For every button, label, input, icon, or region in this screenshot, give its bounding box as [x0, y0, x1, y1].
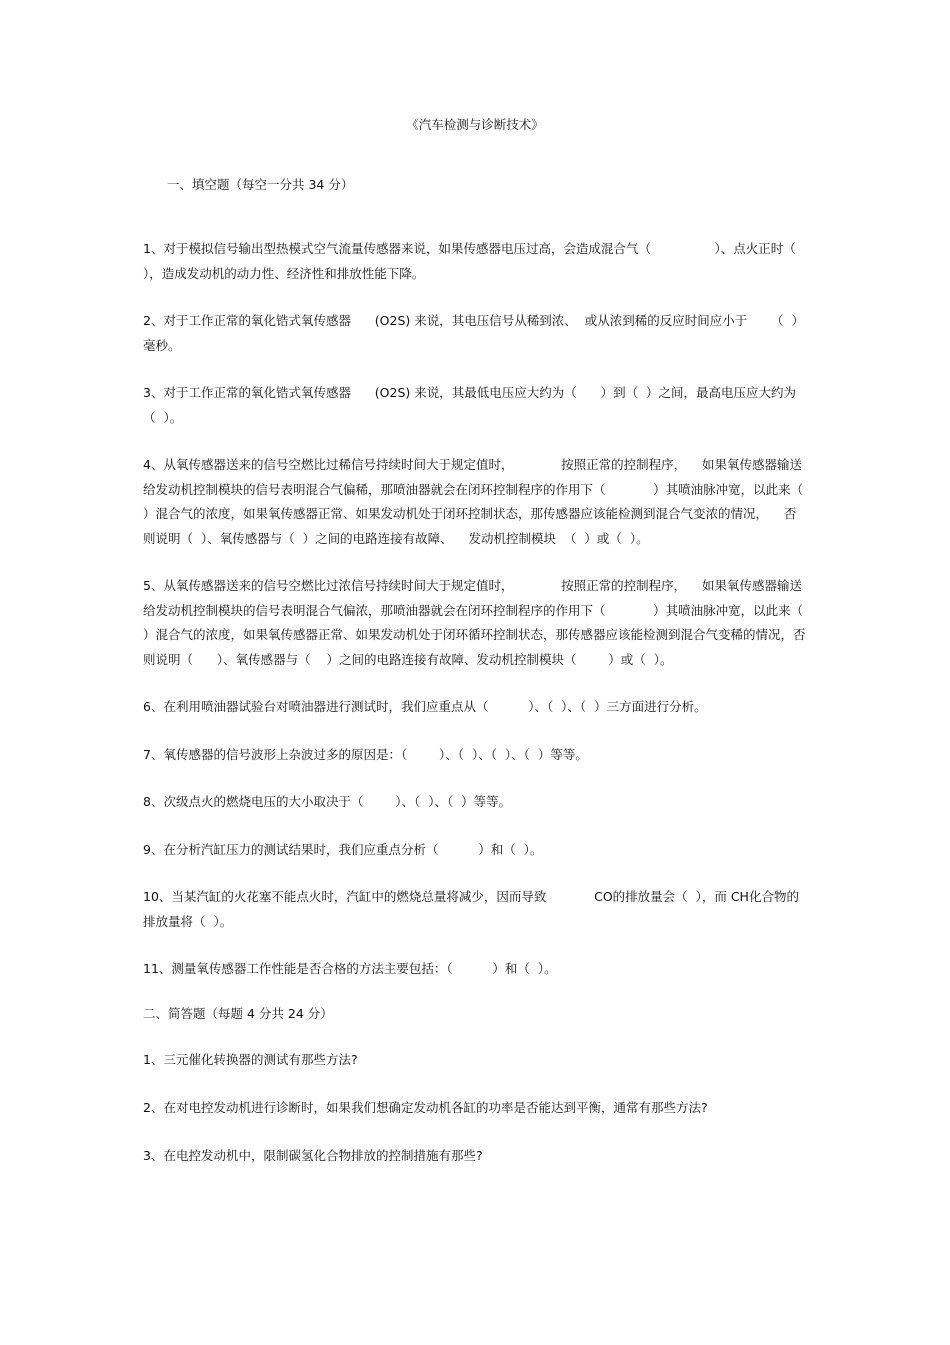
question-10: 10、当某汽缸的火花塞不能点火时，汽缸中的燃烧总量将减少，因而导致 CO的排放量会（ ），而 CH化合物的排放量将（ ）。	[143, 889, 799, 929]
question-11: 11、测量氧传感器工作性能是否合格的方法主要包括：（ ）和（ ）。	[143, 961, 557, 976]
question-3: 3、对于工作正常的氧化锆式氧传感器 (O2S) 来说，其最低电压应大约为（ ）到（ ）之间，最高电压应大约为（ ）。	[143, 385, 797, 425]
section-heading-fill-in: 一、填空题（每空一分共 34 分）	[167, 177, 354, 192]
document-body	[143, 176, 812, 1195]
question-7: 7、氧传感器的信号波形上杂波过多的原因是：（ ）、（ ）、（ ）、（ ）等等。	[143, 746, 588, 762]
document-title: 《汽车检测与诊断技术》	[406, 117, 544, 132]
question-5: 5、从氧传感器送来的信号空燃比过浓信号持续时间大于规定值时， 按照正常的控制程序， 如果氧传感器输送给发动机控制模块的信号表明混合气偏浓，那喷油器就会在闭环控制程序的作用下（ ）其喷油脉冲宽，以此来（ ）混合气的浓度，如果氧传感器正常、如果发动机处于闭环循环控制状态，那传感器应该能检测到混合气变稀的情况，否则说明（ ）、氧传感器与（ ）之间的电路连接有故障、发动机控制模块（ ）或（ ）。	[143, 578, 812, 667]
question-4: 4、从氧传感器送来的信号空燃比过稀信号持续时间大于规定值时， 按照正常的控制程序， 如果氧传感器输送给发动机控制模块的信号表明混合气偏稀，那喷油器就会在闭环控制程序的作用下（ ）其喷油脉冲宽，以此来（ ）混合气的浓度，如果氧传感器正常、如果发动机处于闭环控制状态，那传感器应该能检测到混合气变浓的情况， 否则说明（ ）、氧传感器与（ ）之间的电路连接有故障、 发动机控制模块 （ ）或（ ）。	[143, 457, 812, 546]
question-2: 2、对于工作正常的氧化锆式氧传感器 (O2S) 来说，其电压信号从稀到浓、 或从浓到稀的反应时间应小于 （ ）毫秒。	[143, 313, 804, 353]
question-6: 6、在利用喷油器试验台对喷油器进行测试时，我们应重点从（ ）、（ ）、（ ）三方面进行分析。	[143, 699, 707, 714]
question-1: 1、对于模拟信号输出型热模式空气流量传感器来说，如果传感器电压过高，会造成混合气（ ）、点火正时（ ），造成发动机的动力性、经济性和排放性能下降。	[143, 241, 804, 281]
section-heading-short-answer: 二、简答题（每题 4 分共 24 分）	[143, 1005, 333, 1021]
short-question-3: 3、在电控发动机中，限制碳氢化合物排放的控制措施有那些?	[143, 1147, 483, 1163]
short-question-1: 1、三元催化转换器的测试有那些方法?	[143, 1051, 358, 1067]
question-9: 9、在分析汽缸压力的测试结果时，我们应重点分析（ ）和（ ）。	[143, 841, 543, 857]
question-8: 8、次级点火的燃烧电压的大小取决于（ ）、（ ）、（ ）等等。	[143, 794, 512, 809]
short-question-2: 2、在对电控发动机进行诊断时，如果我们想确定发动机各缸的功率是否能达到平衡，通常有那些方法?	[143, 1099, 708, 1115]
